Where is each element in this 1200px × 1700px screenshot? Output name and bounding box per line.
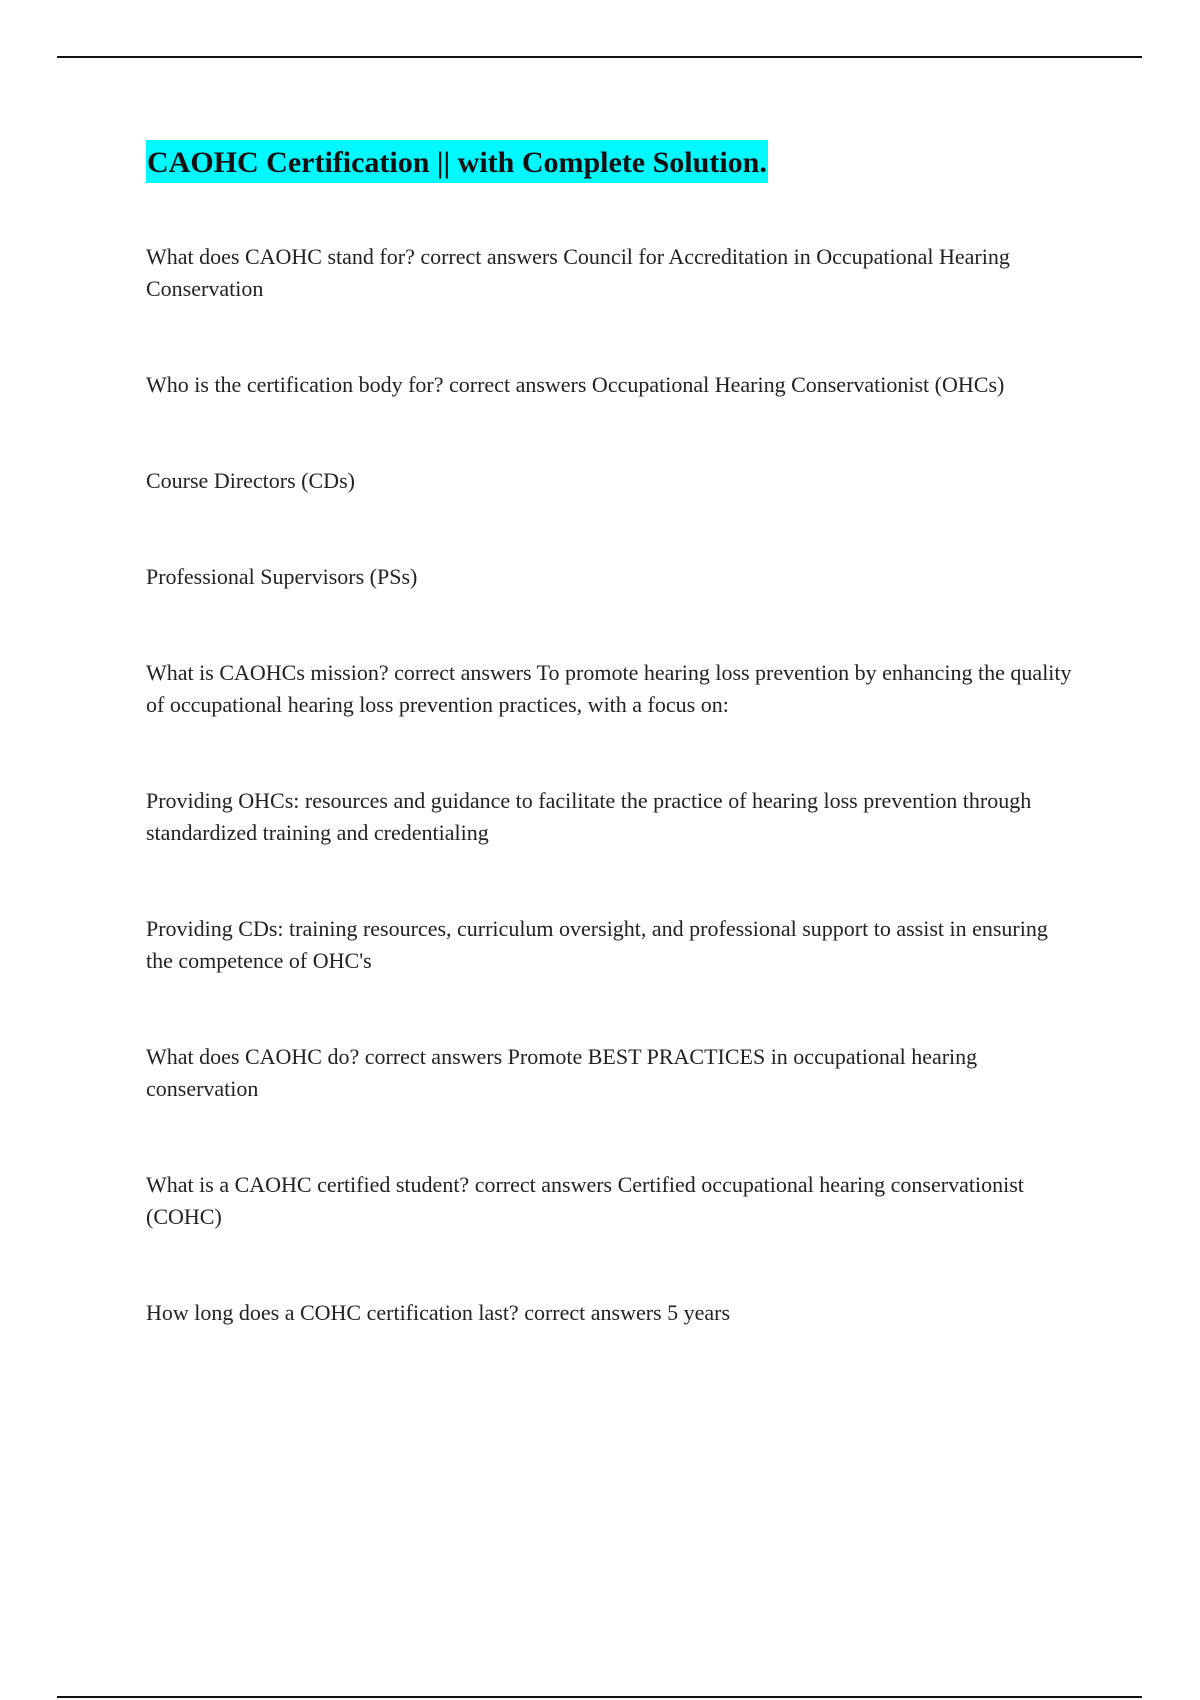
page-bottom-rule (57, 1696, 1142, 1698)
qa-paragraph: What does CAOHC do? correct answers Promote BEST PRACTICES in occupational hearing conservation (146, 1044, 978, 1101)
document-title: CAOHC Certification || with Complete Solution. (146, 140, 768, 183)
qa-paragraph: How long does a COHC certification last? correct answers 5 years (146, 1300, 731, 1325)
qa-paragraph: What does CAOHC stand for? correct answers Council for Accreditation in Occupational Hearing Conservation (146, 244, 1010, 301)
page-top-rule (57, 56, 1142, 58)
qa-paragraph: What is CAOHCs mission? correct answers To promote hearing loss prevention by enhancing the quality of occupational hearing loss prevention practices, with a focus on: (146, 660, 1072, 717)
qa-paragraph: Who is the certification body for? correct answers Occupational Hearing Conservationist (OHCs) (146, 372, 1005, 397)
qa-paragraph: Course Directors (CDs) (146, 468, 355, 493)
qa-paragraph: What is a CAOHC certified student? correct answers Certified occupational hearing conservationist (COHC) (146, 1172, 1024, 1229)
qa-paragraph: Providing CDs: training resources, curriculum oversight, and professional support to assist in ensuring the competence of OHC's (146, 916, 1048, 973)
qa-paragraph: Professional Supervisors (PSs) (146, 564, 418, 589)
document-body (146, 140, 1076, 1393)
qa-paragraph: Providing OHCs: resources and guidance to facilitate the practice of hearing loss prevention through standardized training and credentialing (146, 788, 1032, 845)
qa-list (146, 241, 1076, 1329)
